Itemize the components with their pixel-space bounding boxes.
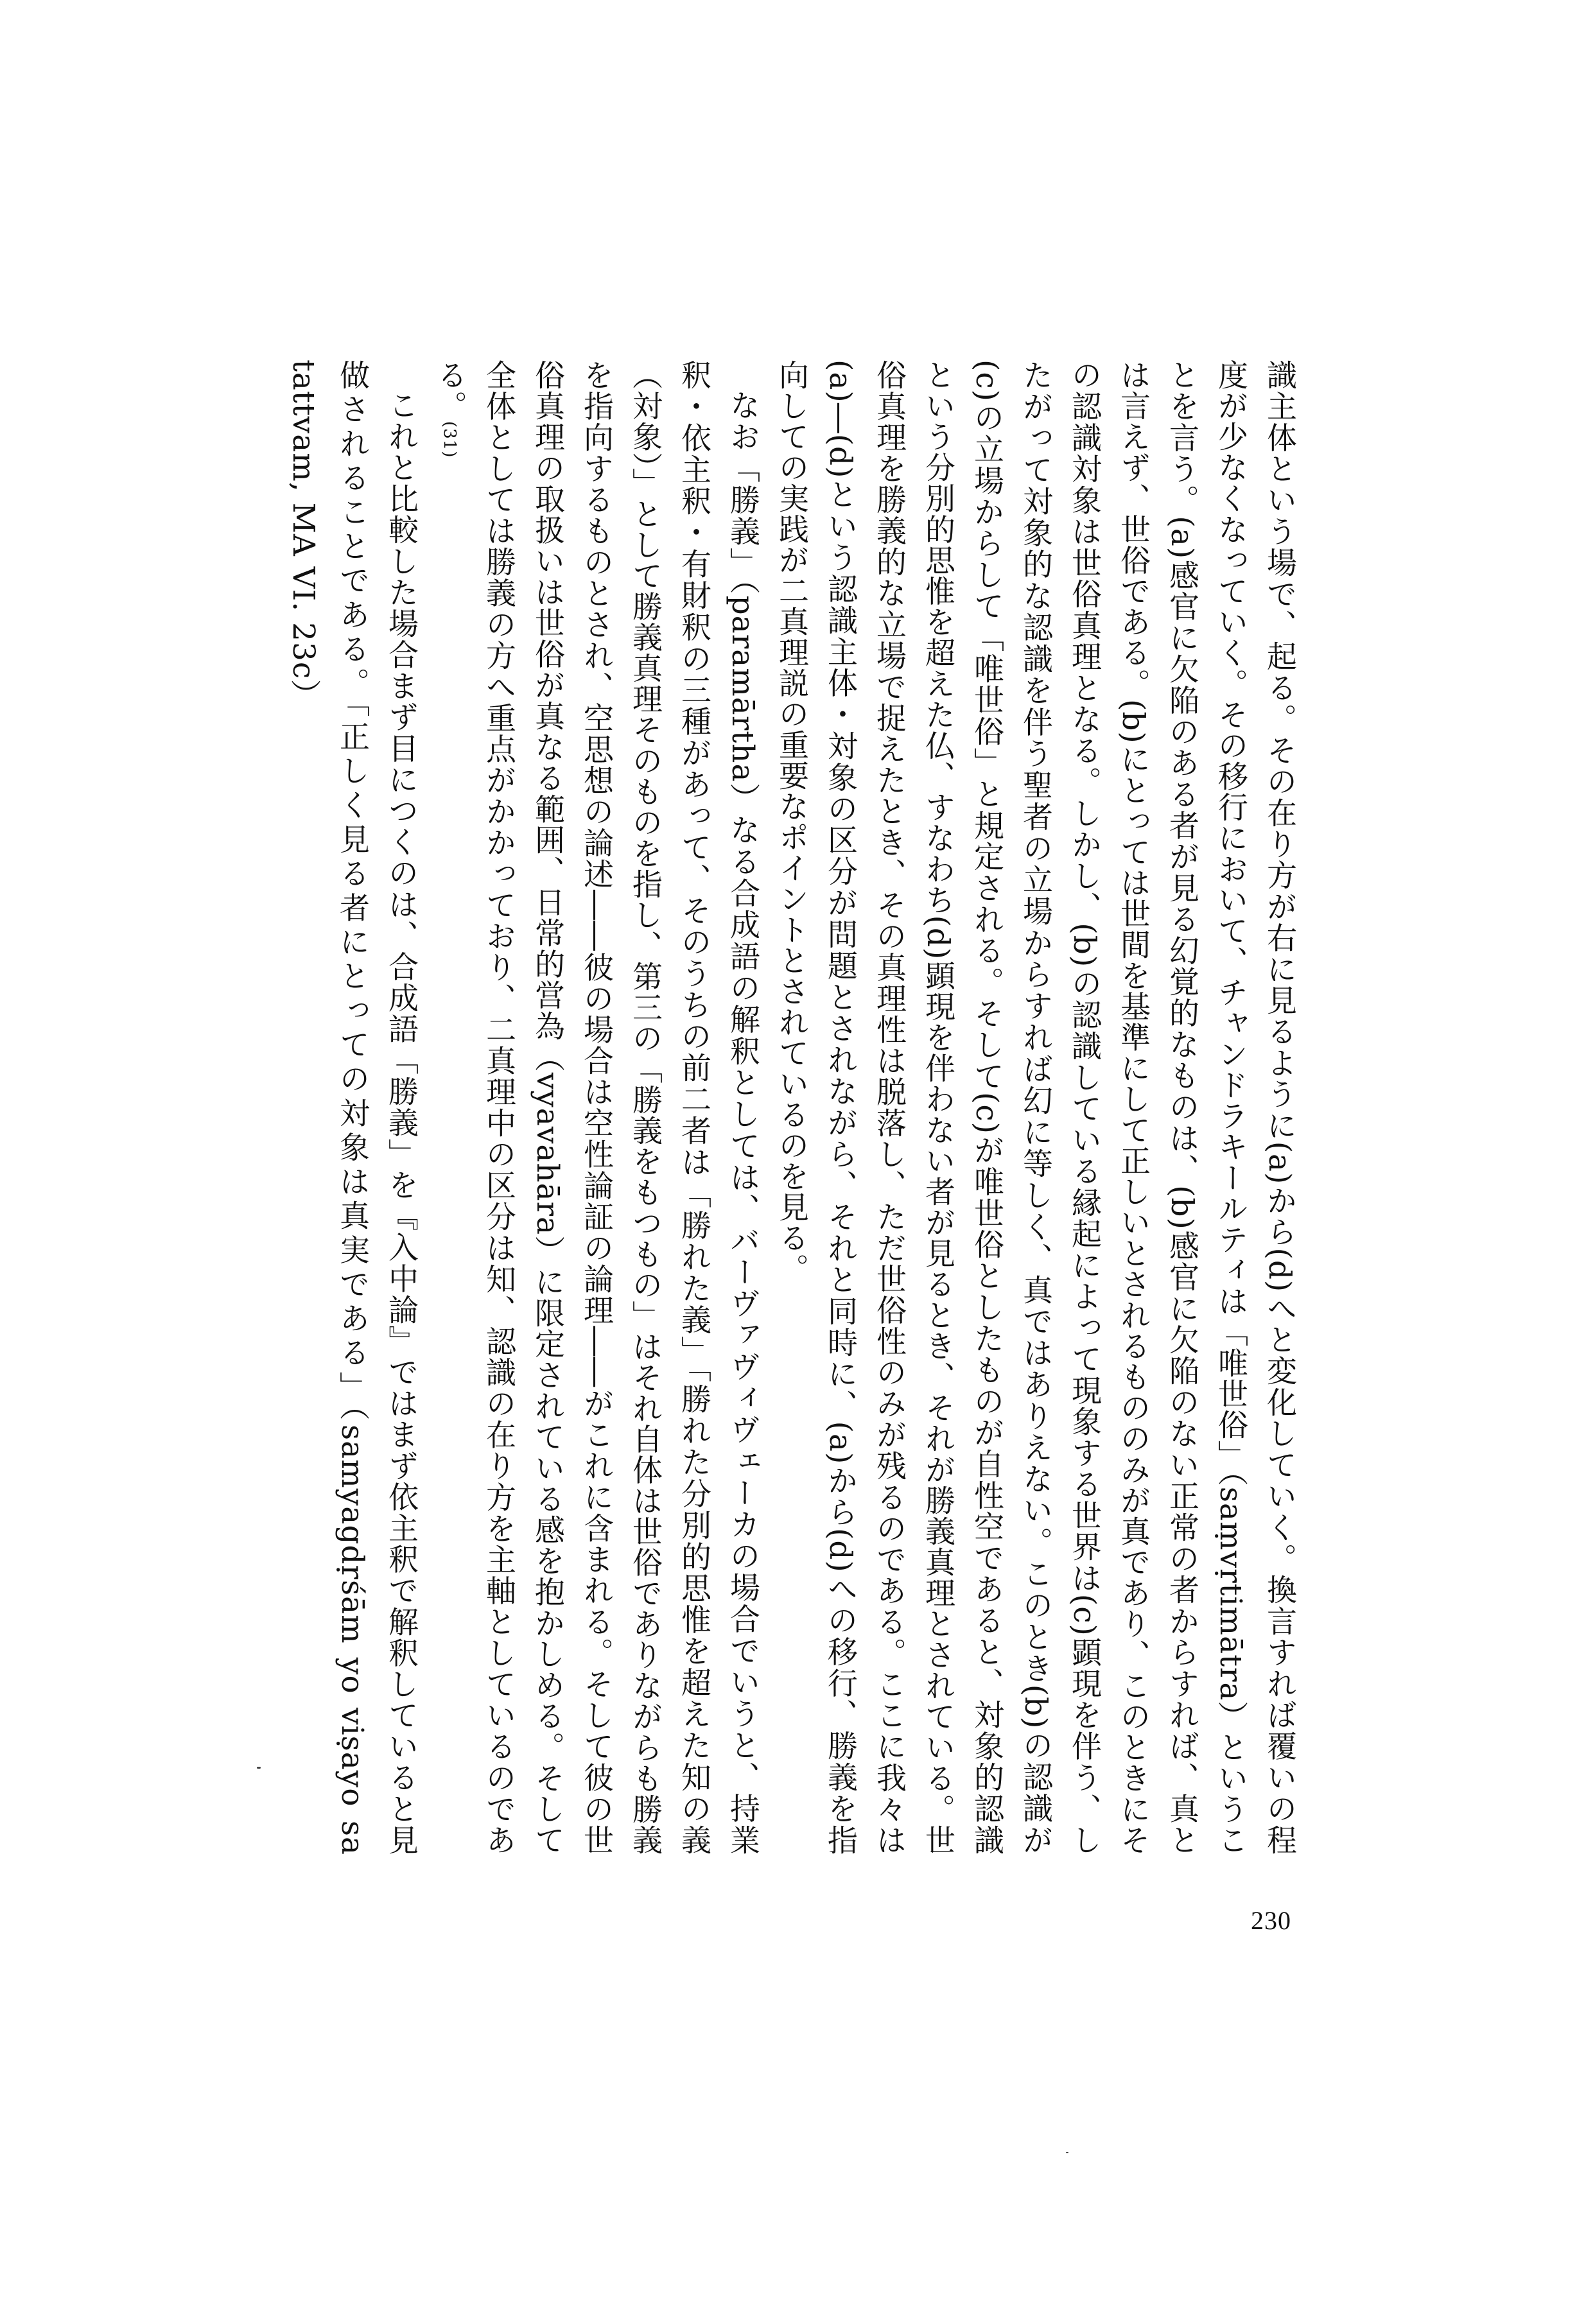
paragraph-3: これと比較した場合まず目につくのは、合成語「勝義」を『入中論』ではまず依主釈で解釈していると見做されることである。「正しく見る者にとっての対象は真実である」（samyagdṛśām yo viṣayo sa tattvam, MA VI. 23c） [286, 360, 419, 1855]
scan-speck [1066, 2152, 1068, 2153]
footnote-marker: (31) [440, 421, 459, 458]
paragraph-1: 識主体という場で、起る。その在り方が右に見るように(a)から(d)へと変化していく。換言すれば覆いの程度が少なくなっていく。その移行において、チャンドラキールティは「唯世俗」（saṃvṛtimātra）ということを言う。(a)感官に欠陥のある者が見る幻覚的なものは、(b)感官に欠陥のない正常の者からすれば、真とは言えず、世俗である。(b)にとっては世間を基準にして正しいとされるもののみが真であり、このときにその認識対象は世俗真理となる。しかし、(b)の認識している縁起によって現象する世界は(c)顕現を伴う、したがって対象的な認識を伴う聖者の立場からすれば幻に等しく、真ではありえない。このとき(b)の認識が(c)の立場からして「唯世俗」と規定される。そして(c)が唯世俗としたものが自性空であると、対象的認識という分別的思惟を超えた仏、すなわち(d)顕現を伴わない者が見るとき、それが勝義真理とされている。世俗真理を勝義的な立場で捉えたとき、その真理性は脱落し、ただ世俗性のみが残るのである。ここに我々は(a)―(d)という認識主体・対象の区分が問題とされながら、それと同時に、(a)から(d)への移行、勝義を指向しての実践が二真理説の重要なポイントとされているのを見る。 [774, 360, 1297, 1855]
paragraph-2-text: なお「勝義」（paramārtha）なる合成語の解釈としては、バーヴァヴィヴェーカの場合でいうと、持業釈・依主釈・有財釈の三種があって、そのうちの前二者は「勝れた義」「勝れた分別的思惟を超えた知の義（対象）」として勝義真理そのものを指し、第三の「勝義をもつもの」はそれ自体は世俗でありながらも勝義を指向するものとされ、空思想の論述――彼の場合は空性論証の論理――がこれに含まれる。そして彼の世俗真理の取扱いは世俗が真なる範囲、日常的営為（vyavahāra）に限定されている感を抱かしめる。そして全体としては勝義の方へ重点がかかっており、二真理中の区分は知、認識の在り方を主軸としているのである。 [432, 360, 760, 1855]
scan-speck [257, 1767, 261, 1769]
page-number: 230 [1251, 1906, 1291, 1935]
paragraph-2 [425, 360, 767, 1855]
body-text [276, 360, 1303, 1855]
